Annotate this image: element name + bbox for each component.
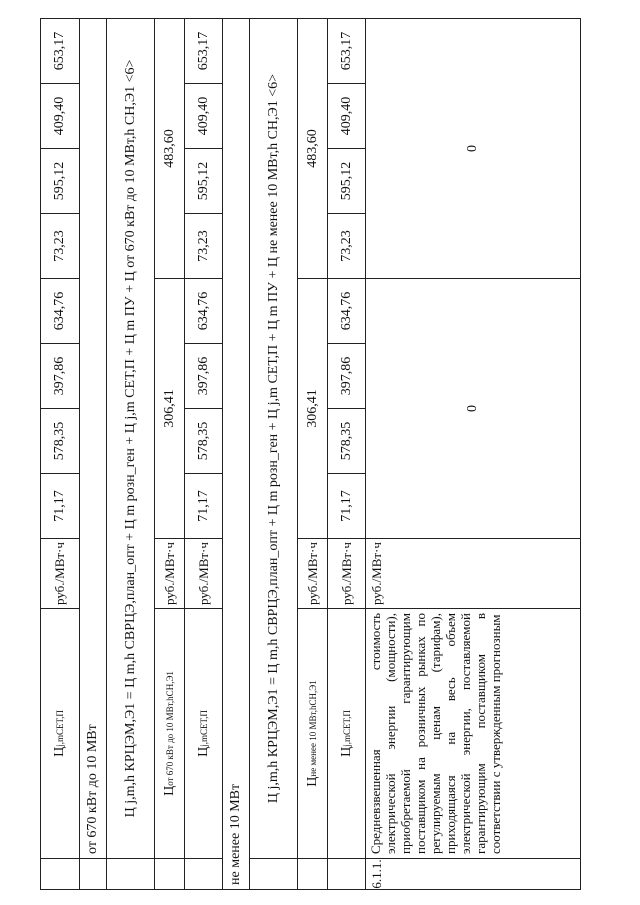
table-row: Ц j,m СЕТ,П руб./МВт·ч 71,17 578,35 397,86 634,76 73,23 595,12 409,40 653,17 [184,19,222,889]
row-number: 6.1.1. [369,859,384,889]
tariff-table [40,18,581,890]
merged-value: 483,60 [298,19,327,279]
table-row: Ц от 670 кВт до 10 МВт,h СН,Э1 руб./МВт·ч 306,41 483,60 [154,19,184,889]
formula-row [249,19,297,889]
row-name: Ц j,m СЕТ,П [41,609,79,859]
row-description: Средневзвешенная стоимость электрической энергии (мощности), приобретаемой гарантирующим поставщиком на розничных рынках по регулируемым ценам (тарифам), приходящаяся на весь объем электрической энергии, поставляемой гарантирующим поставщиком в соответствии с утвержденным прогнозным [366,609,580,859]
row-name: Ц j,m СЕТ,П [328,609,365,859]
row-name: Ц от 670 кВт до 10 МВт,h СН,Э1 [155,609,184,859]
band-label: от 670 кВт до 10 МВт [80,19,106,859]
formula-text: Ц j,m,h КРЦЭМ,Э1 = Ц m,h СВРЦЭ,план_опт + Ц m розн_ген + Ц j,m СЕТ,П + Ц m ПУ + Ц от 670 кВт до 10 МВт,h СН,Э1 <6> [107,19,154,859]
formula-row [106,19,154,889]
row-name: Ц не менее 10 МВт,h СН,Э1 [298,609,327,859]
band-row [79,19,106,889]
merged-value: 0 [366,19,580,279]
unit-cell: руб./МВт·ч [41,539,79,609]
merged-value: 306,41 [155,279,184,539]
merged-value: 0 [366,279,580,539]
table-row: 6.1.1. Средневзвешенная стоимость электрической энергии (мощности), приобретаемой гарантирующим поставщиком на розничных рынках по регулируемым ценам (тарифам), приходящаяся на весь объем электрической энергии, поставляемой гарантирующим поставщиком в соответствии с утвержденным прогнозным руб./МВт·ч 0 0 [365,19,580,889]
merged-value: 483,60 [155,19,184,279]
band-label: не менее 10 МВт [228,783,243,885]
row-name: Ц j,m СЕТ,П [185,609,222,859]
table-row: Ц j,m СЕТ,П руб./МВт·ч 71,17 578,35 397,86 634,76 73,23 595,12 409,40 653,17 [41,19,79,889]
table-row: Ц j,m СЕТ,П руб./МВт·ч 71,17 578,35 397,86 634,76 73,23 595,12 409,40 653,17 [327,19,365,889]
merged-value: 306,41 [298,279,327,539]
formula-text: Ц j,m,h КРЦЭМ,Э1 = Ц m,h СВРЦЭ,план_опт + Ц m розн_ген + Ц j,m СЕТ,П + Ц m ПУ + Ц не менее 10 МВт,h СН,Э1 <6> [250,19,297,859]
band-row [222,19,249,889]
table-row: Ц не менее 10 МВт,h СН,Э1 руб./МВт·ч 306,41 483,60 [297,19,327,889]
